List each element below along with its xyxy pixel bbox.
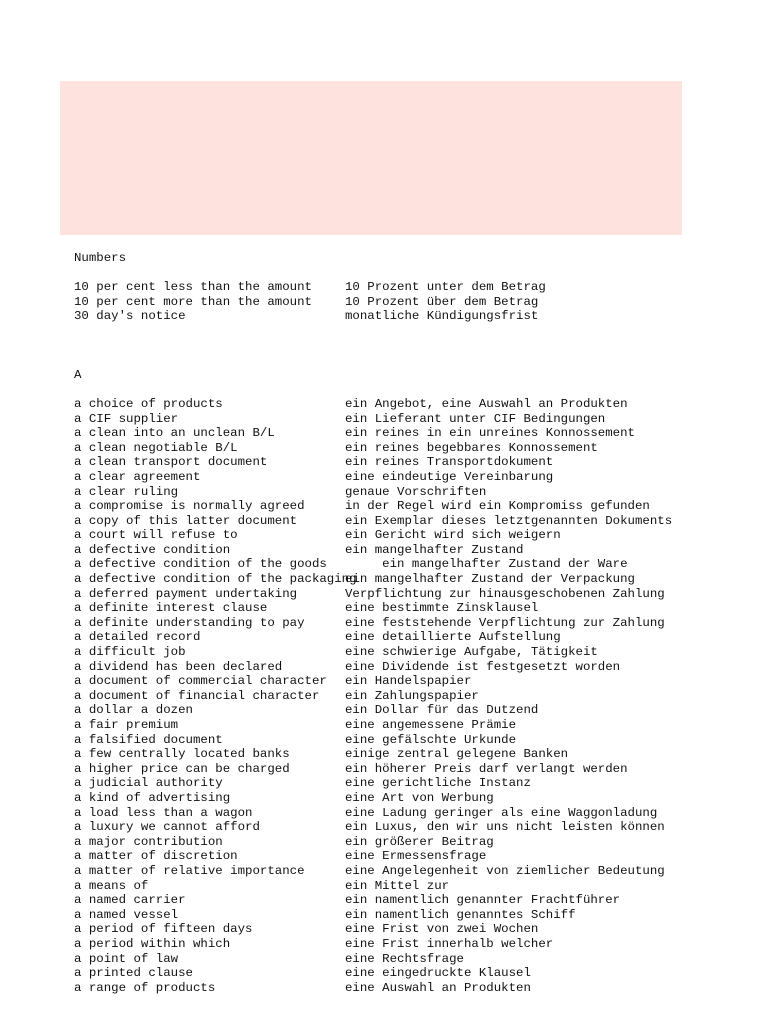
glossary-entry bbox=[74, 703, 754, 718]
german-translation: ein Dollar für das Dutzend bbox=[345, 703, 539, 718]
german-translation: Verpflichtung zur hinausgeschobenen Zahlung bbox=[345, 586, 665, 601]
english-term: a CIF supplier bbox=[74, 411, 179, 426]
glossary-entry bbox=[74, 660, 754, 675]
glossary-entry bbox=[74, 937, 754, 952]
english-term: a clear agreement bbox=[74, 469, 201, 484]
english-term: a printed clause bbox=[74, 966, 193, 981]
glossary-entry bbox=[74, 806, 754, 821]
glossary-entry bbox=[74, 733, 754, 748]
glossary-entry bbox=[74, 514, 754, 529]
german-translation: eine Rechtsfrage bbox=[345, 951, 464, 966]
english-term: a range of products bbox=[74, 980, 216, 995]
glossary-entry bbox=[74, 835, 754, 850]
german-translation: eine detaillierte Aufstellung bbox=[345, 630, 561, 645]
english-term: a defective condition bbox=[74, 542, 231, 557]
glossary-entry bbox=[74, 791, 754, 806]
english-term: a named carrier bbox=[74, 893, 186, 908]
glossary-entry bbox=[74, 528, 754, 543]
english-term: a difficult job bbox=[74, 645, 186, 660]
english-term: a detailed record bbox=[74, 630, 201, 645]
english-term: a defective condition of the packaging bbox=[74, 572, 357, 587]
english-term: a period within which bbox=[74, 936, 231, 951]
german-translation: eine schwierige Aufgabe, Tätigkeit bbox=[345, 645, 598, 660]
english-term: a luxury we cannot afford bbox=[74, 820, 260, 835]
glossary-entry bbox=[74, 616, 754, 631]
german-translation: eine Auswahl an Produkten bbox=[345, 980, 531, 995]
german-translation: genaue Vorschriften bbox=[345, 484, 487, 499]
glossary-entry bbox=[74, 280, 754, 295]
german-translation: eine eindeutige Vereinbarung bbox=[345, 469, 554, 484]
english-term: a defective condition of the goods bbox=[74, 557, 327, 572]
german-translation: ein mangelhafter Zustand bbox=[345, 542, 524, 557]
glossary bbox=[74, 251, 754, 995]
german-translation: einige zentral gelegene Banken bbox=[345, 747, 569, 762]
glossary-entry bbox=[74, 426, 754, 441]
glossary-entry bbox=[74, 966, 754, 981]
english-term: a fair premium bbox=[74, 718, 179, 732]
german-translation: eine bestimmte Zinsklausel bbox=[345, 601, 539, 616]
english-term: a dollar a dozen bbox=[74, 703, 193, 718]
glossary-entry bbox=[74, 543, 754, 558]
german-translation: 10 Prozent über dem Betrag bbox=[345, 294, 539, 309]
glossary-entry bbox=[74, 849, 754, 864]
german-translation: ein Zahlungspapier bbox=[345, 688, 479, 703]
glossary-entry bbox=[74, 309, 754, 324]
german-translation: ein Handelspapier bbox=[345, 674, 472, 689]
glossary-entry bbox=[74, 864, 754, 879]
glossary-entry bbox=[74, 441, 754, 456]
german-translation: ein Angebot, eine Auswahl an Produkten bbox=[345, 396, 628, 411]
spacer bbox=[74, 266, 754, 281]
glossary-entry bbox=[74, 820, 754, 835]
spacer bbox=[74, 324, 754, 353]
glossary-entry bbox=[74, 981, 754, 996]
english-term: a falsified document bbox=[74, 732, 223, 747]
glossary-entry bbox=[74, 412, 754, 427]
english-term: a compromise is normally agreed bbox=[74, 499, 305, 514]
german-translation: ein Lieferant unter CIF Bedingungen bbox=[345, 411, 606, 426]
german-translation: in der Regel wird ein Kompromiss gefunden bbox=[345, 499, 650, 514]
english-term: a clear ruling bbox=[74, 484, 179, 499]
english-term: a judicial authority bbox=[74, 776, 223, 791]
glossary-entry bbox=[74, 587, 754, 602]
german-translation: ein höherer Preis darf verlangt werden bbox=[345, 761, 628, 776]
english-term: a matter of relative importance bbox=[74, 863, 305, 878]
german-translation: eine Ermessensfrage bbox=[345, 849, 487, 864]
english-term: a means of bbox=[74, 878, 149, 893]
glossary-entry bbox=[74, 455, 754, 470]
german-translation: ein reines Transportdokument bbox=[345, 455, 554, 470]
glossary-entry bbox=[74, 295, 754, 310]
german-translation: ein größerer Beitrag bbox=[345, 834, 494, 849]
glossary-entry bbox=[74, 674, 754, 689]
english-term: a document of financial character bbox=[74, 688, 320, 703]
glossary-entry bbox=[74, 908, 754, 923]
english-term: 10 per cent less than the amount bbox=[74, 280, 312, 295]
german-translation: eine feststehende Verpflichtung zur Zahlung bbox=[345, 615, 665, 630]
section-heading-numbers: Numbers bbox=[74, 251, 127, 265]
english-term: a court will refuse to bbox=[74, 528, 238, 543]
glossary-entry bbox=[74, 601, 754, 616]
numbers-entry-list bbox=[74, 280, 754, 324]
english-term: 30 day's notice bbox=[74, 309, 186, 324]
english-term: a choice of products bbox=[74, 396, 223, 411]
english-term: a definite understanding to pay bbox=[74, 615, 305, 630]
english-term: a copy of this latter document bbox=[74, 513, 298, 528]
english-term: a document of commercial character bbox=[74, 674, 327, 689]
section-heading-a: A bbox=[74, 367, 82, 382]
glossary-entry bbox=[74, 645, 754, 660]
german-translation: ein reines begebbares Konnossement bbox=[345, 440, 598, 455]
german-translation: eine gerichtliche Instanz bbox=[345, 776, 531, 791]
german-translation: eine Dividende ist festgesetzt worden bbox=[345, 659, 621, 674]
english-term: a definite interest clause bbox=[74, 601, 268, 616]
german-translation: ein Gericht wird sich weigern bbox=[345, 528, 561, 543]
english-term: a kind of advertising bbox=[74, 790, 231, 805]
glossary-entry bbox=[74, 776, 754, 791]
glossary-entry bbox=[74, 762, 754, 777]
english-term: a matter of discretion bbox=[74, 849, 238, 864]
german-translation: eine Frist innerhalb welcher bbox=[345, 936, 554, 951]
glossary-entry bbox=[74, 630, 754, 645]
english-term: a clean negotiable B/L bbox=[74, 440, 238, 455]
german-translation: ein namentlich genanntes Schiff bbox=[345, 907, 576, 922]
glossary-entry bbox=[74, 952, 754, 967]
glossary-entry bbox=[74, 470, 754, 485]
german-translation: eine Ladung geringer als eine Waggonladung bbox=[345, 805, 658, 820]
german-translation: ein Mittel zur bbox=[345, 878, 450, 893]
english-term: a higher price can be charged bbox=[74, 761, 290, 776]
german-translation: ein mangelhafter Zustand der Ware bbox=[345, 557, 628, 572]
english-term: a few centrally located banks bbox=[74, 747, 290, 762]
english-term: a dividend has been declared bbox=[74, 659, 283, 674]
english-term: 10 per cent more than the amount bbox=[74, 294, 312, 309]
english-term: a point of law bbox=[74, 951, 179, 966]
german-translation: eine Art von Werbung bbox=[345, 790, 494, 805]
german-translation: ein mangelhafter Zustand der Verpackung bbox=[345, 572, 635, 587]
header-banner bbox=[60, 81, 682, 235]
glossary-entry bbox=[74, 397, 754, 412]
spacer bbox=[74, 353, 754, 368]
glossary-entry bbox=[74, 922, 754, 937]
spacer bbox=[74, 382, 754, 397]
glossary-entry bbox=[74, 893, 754, 908]
german-translation: ein Luxus, den wir uns nicht leisten können bbox=[345, 820, 665, 835]
german-translation: ein Exemplar dieses letztgenannten Dokuments bbox=[345, 513, 673, 528]
english-term: a clean transport document bbox=[74, 455, 268, 470]
german-translation: eine Angelegenheit von ziemlicher Bedeutung bbox=[345, 863, 665, 878]
english-term: a major contribution bbox=[74, 834, 223, 849]
english-term: a period of fifteen days bbox=[74, 922, 253, 937]
german-translation: ein reines in ein unreines Konnossement bbox=[345, 426, 635, 441]
german-translation: eine eingedruckte Klausel bbox=[345, 966, 531, 981]
english-term: a load less than a wagon bbox=[74, 805, 253, 820]
german-translation: eine Frist von zwei Wochen bbox=[345, 922, 539, 937]
german-translation: 10 Prozent unter dem Betrag bbox=[345, 280, 546, 295]
english-term: a named vessel bbox=[74, 907, 179, 922]
glossary-entry bbox=[74, 485, 754, 500]
glossary-entry bbox=[74, 718, 754, 733]
german-translation: monatliche Kündigungsfrist bbox=[345, 309, 539, 324]
english-term: a deferred payment undertaking bbox=[74, 586, 298, 601]
glossary-entry bbox=[74, 879, 754, 894]
a-entry-list bbox=[74, 397, 754, 995]
german-translation: eine gefälschte Urkunde bbox=[345, 732, 517, 747]
glossary-entry bbox=[74, 689, 754, 704]
glossary-entry bbox=[74, 557, 754, 572]
glossary-entry bbox=[74, 572, 754, 587]
glossary-entry bbox=[74, 499, 754, 514]
glossary-entry bbox=[74, 747, 754, 762]
german-translation: ein namentlich genannter Frachtführer bbox=[345, 893, 621, 908]
english-term: a clean into an unclean B/L bbox=[74, 426, 275, 441]
german-translation: eine angemessene Prämie bbox=[345, 718, 517, 732]
